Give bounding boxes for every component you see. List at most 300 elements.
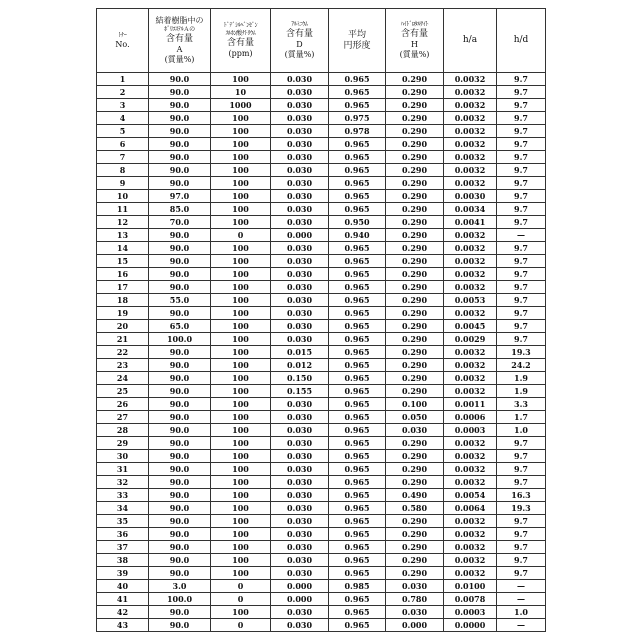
table-row	[97, 437, 546, 450]
cell-circularity: 0.965	[329, 294, 386, 307]
cell-aluminum-d: 0.030	[271, 619, 329, 632]
cell-sulfonate-ppm: 100	[211, 359, 271, 372]
cell-h-over-d: 24.2	[497, 359, 546, 372]
cell-toner-no: 27	[97, 411, 149, 424]
header-hydrotalcite-content	[386, 9, 444, 73]
table-row	[97, 307, 546, 320]
cell-circularity: 0.965	[329, 424, 386, 437]
table-row	[97, 398, 546, 411]
cell-aluminum-d: 0.030	[271, 333, 329, 346]
cell-aluminum-d: 0.030	[271, 190, 329, 203]
cell-polyester-a: 90.0	[149, 411, 211, 424]
cell-h-over-d: 9.7	[497, 73, 546, 86]
table-row	[97, 489, 546, 502]
header-aluminum-content	[271, 9, 329, 73]
cell-hydrotalcite-h: 0.290	[386, 437, 444, 450]
cell-polyester-a: 55.0	[149, 294, 211, 307]
cell-aluminum-d: 0.030	[271, 86, 329, 99]
table-row	[97, 333, 546, 346]
cell-h-over-d: 9.7	[497, 567, 546, 580]
cell-h-over-a: 0.0032	[444, 463, 497, 476]
cell-h-over-a: 0.0003	[444, 606, 497, 619]
cell-sulfonate-ppm: 100	[211, 268, 271, 281]
cell-sulfonate-ppm: 100	[211, 463, 271, 476]
cell-polyester-a: 90.0	[149, 359, 211, 372]
cell-toner-no: 19	[97, 307, 149, 320]
cell-toner-no: 8	[97, 164, 149, 177]
cell-h-over-a: 0.0032	[444, 450, 497, 463]
cell-h-over-d: 1.7	[497, 411, 546, 424]
cell-hydrotalcite-h: 0.290	[386, 112, 444, 125]
cell-h-over-d: —	[497, 229, 546, 242]
cell-aluminum-d: 0.030	[271, 151, 329, 164]
cell-sulfonate-ppm: 100	[211, 372, 271, 385]
cell-polyester-a: 90.0	[149, 138, 211, 151]
cell-hydrotalcite-h: 0.490	[386, 489, 444, 502]
cell-h-over-d: 9.7	[497, 255, 546, 268]
cell-h-over-a: 0.0041	[444, 216, 497, 229]
cell-hydrotalcite-h: 0.290	[386, 554, 444, 567]
header-line: 含有量	[211, 38, 270, 49]
cell-h-over-d: 9.7	[497, 177, 546, 190]
cell-polyester-a: 90.0	[149, 268, 211, 281]
cell-hydrotalcite-h: 0.290	[386, 515, 444, 528]
cell-sulfonate-ppm: 10	[211, 86, 271, 99]
cell-h-over-d: 1.9	[497, 385, 546, 398]
cell-hydrotalcite-h: 0.290	[386, 320, 444, 333]
cell-aluminum-d: 0.030	[271, 567, 329, 580]
cell-h-over-d: 9.7	[497, 151, 546, 164]
cell-hydrotalcite-h: 0.290	[386, 86, 444, 99]
cell-circularity: 0.965	[329, 554, 386, 567]
cell-toner-no: 2	[97, 86, 149, 99]
cell-sulfonate-ppm: 100	[211, 333, 271, 346]
cell-sulfonate-ppm: 100	[211, 307, 271, 320]
cell-h-over-a: 0.0032	[444, 229, 497, 242]
cell-polyester-a: 90.0	[149, 86, 211, 99]
cell-sulfonate-ppm: 0	[211, 619, 271, 632]
table-row	[97, 528, 546, 541]
cell-polyester-a: 97.0	[149, 190, 211, 203]
cell-h-over-d: 19.3	[497, 502, 546, 515]
cell-aluminum-d: 0.030	[271, 125, 329, 138]
cell-h-over-d: 9.7	[497, 112, 546, 125]
cell-h-over-a: 0.0032	[444, 138, 497, 151]
cell-polyester-a: 90.0	[149, 385, 211, 398]
cell-polyester-a: 90.0	[149, 554, 211, 567]
cell-aluminum-d: 0.030	[271, 437, 329, 450]
header-line: (質量%)	[271, 50, 328, 60]
cell-hydrotalcite-h: 0.290	[386, 190, 444, 203]
cell-sulfonate-ppm: 100	[211, 398, 271, 411]
cell-polyester-a: 90.0	[149, 489, 211, 502]
table-row	[97, 320, 546, 333]
cell-sulfonate-ppm: 100	[211, 281, 271, 294]
table-row	[97, 346, 546, 359]
cell-sulfonate-ppm: 1000	[211, 99, 271, 112]
cell-toner-no: 39	[97, 567, 149, 580]
cell-sulfonate-ppm: 100	[211, 450, 271, 463]
cell-circularity: 0.965	[329, 151, 386, 164]
cell-h-over-d: 9.7	[497, 86, 546, 99]
cell-hydrotalcite-h: 0.030	[386, 580, 444, 593]
cell-h-over-a: 0.0078	[444, 593, 497, 606]
cell-h-over-d: 9.7	[497, 515, 546, 528]
table-row	[97, 359, 546, 372]
cell-h-over-a: 0.0003	[444, 424, 497, 437]
cell-hydrotalcite-h: 0.290	[386, 177, 444, 190]
cell-h-over-d: 9.7	[497, 294, 546, 307]
cell-polyester-a: 100.0	[149, 333, 211, 346]
cell-polyester-a: 90.0	[149, 125, 211, 138]
cell-h-over-a: 0.0032	[444, 177, 497, 190]
cell-h-over-a: 0.0029	[444, 333, 497, 346]
table-row	[97, 502, 546, 515]
table-row	[97, 606, 546, 619]
table-row	[97, 476, 546, 489]
header-sodium-dodecylbenzenesulfonate-content	[211, 9, 271, 73]
cell-sulfonate-ppm: 100	[211, 255, 271, 268]
cell-hydrotalcite-h: 0.290	[386, 476, 444, 489]
cell-aluminum-d: 0.030	[271, 606, 329, 619]
header-line: H	[386, 40, 443, 50]
cell-aluminum-d: 0.030	[271, 411, 329, 424]
cell-h-over-d: 9.7	[497, 320, 546, 333]
cell-hydrotalcite-h: 0.030	[386, 606, 444, 619]
cell-h-over-d: 9.7	[497, 268, 546, 281]
cell-aluminum-d: 0.000	[271, 580, 329, 593]
cell-polyester-a: 90.0	[149, 177, 211, 190]
table-row	[97, 385, 546, 398]
cell-circularity: 0.965	[329, 203, 386, 216]
header-line: 円形度	[329, 41, 385, 52]
cell-circularity: 0.965	[329, 450, 386, 463]
cell-hydrotalcite-h: 0.290	[386, 541, 444, 554]
cell-sulfonate-ppm: 100	[211, 216, 271, 229]
header-line: No.	[97, 40, 148, 50]
cell-hydrotalcite-h: 0.780	[386, 593, 444, 606]
cell-toner-no: 20	[97, 320, 149, 333]
cell-aluminum-d: 0.030	[271, 424, 329, 437]
cell-toner-no: 6	[97, 138, 149, 151]
cell-aluminum-d: 0.030	[271, 99, 329, 112]
cell-h-over-d: 9.7	[497, 242, 546, 255]
cell-circularity: 0.965	[329, 86, 386, 99]
cell-sulfonate-ppm: 100	[211, 606, 271, 619]
cell-toner-no: 13	[97, 229, 149, 242]
cell-h-over-d: 1.0	[497, 424, 546, 437]
cell-aluminum-d: 0.000	[271, 229, 329, 242]
cell-aluminum-d: 0.150	[271, 372, 329, 385]
cell-hydrotalcite-h: 0.290	[386, 99, 444, 112]
cell-circularity: 0.965	[329, 489, 386, 502]
cell-toner-no: 11	[97, 203, 149, 216]
header-line: 含有量	[386, 29, 443, 40]
header-h-over-a	[444, 9, 497, 73]
cell-toner-no: 38	[97, 554, 149, 567]
cell-aluminum-d: 0.030	[271, 515, 329, 528]
cell-polyester-a: 90.0	[149, 567, 211, 580]
cell-h-over-a: 0.0006	[444, 411, 497, 424]
table-row	[97, 138, 546, 151]
cell-circularity: 0.965	[329, 411, 386, 424]
cell-h-over-d: 9.7	[497, 125, 546, 138]
table-row	[97, 593, 546, 606]
cell-polyester-a: 90.0	[149, 372, 211, 385]
table-row	[97, 619, 546, 632]
header-line: ﾄﾅｰ	[97, 32, 148, 40]
cell-aluminum-d: 0.030	[271, 489, 329, 502]
cell-sulfonate-ppm: 100	[211, 242, 271, 255]
cell-hydrotalcite-h: 0.290	[386, 138, 444, 151]
cell-hydrotalcite-h: 0.290	[386, 268, 444, 281]
cell-polyester-a: 90.0	[149, 463, 211, 476]
cell-toner-no: 12	[97, 216, 149, 229]
cell-h-over-a: 0.0032	[444, 515, 497, 528]
cell-hydrotalcite-h: 0.030	[386, 424, 444, 437]
cell-aluminum-d: 0.030	[271, 294, 329, 307]
cell-h-over-a: 0.0011	[444, 398, 497, 411]
cell-circularity: 0.965	[329, 307, 386, 320]
cell-circularity: 0.965	[329, 606, 386, 619]
cell-aluminum-d: 0.012	[271, 359, 329, 372]
cell-h-over-d: 3.3	[497, 398, 546, 411]
cell-h-over-d: 19.3	[497, 346, 546, 359]
cell-circularity: 0.940	[329, 229, 386, 242]
cell-h-over-a: 0.0032	[444, 281, 497, 294]
cell-circularity: 0.975	[329, 112, 386, 125]
cell-h-over-a: 0.0032	[444, 307, 497, 320]
table-row	[97, 567, 546, 580]
cell-aluminum-d: 0.030	[271, 281, 329, 294]
cell-h-over-d: 9.7	[497, 541, 546, 554]
cell-sulfonate-ppm: 100	[211, 346, 271, 359]
cell-circularity: 0.965	[329, 372, 386, 385]
cell-polyester-a: 90.0	[149, 437, 211, 450]
cell-toner-no: 40	[97, 580, 149, 593]
cell-sulfonate-ppm: 100	[211, 437, 271, 450]
cell-h-over-a: 0.0000	[444, 619, 497, 632]
cell-h-over-a: 0.0034	[444, 203, 497, 216]
header-line: h/a	[444, 35, 496, 46]
cell-toner-no: 18	[97, 294, 149, 307]
table-row	[97, 554, 546, 567]
cell-aluminum-d: 0.030	[271, 255, 329, 268]
cell-polyester-a: 90.0	[149, 541, 211, 554]
cell-aluminum-d: 0.030	[271, 216, 329, 229]
cell-toner-no: 26	[97, 398, 149, 411]
cell-hydrotalcite-h: 0.290	[386, 528, 444, 541]
cell-hydrotalcite-h: 0.290	[386, 255, 444, 268]
table-row	[97, 151, 546, 164]
cell-polyester-a: 90.0	[149, 151, 211, 164]
cell-h-over-d: 9.7	[497, 203, 546, 216]
header-line: ﾊｲﾄﾞﾛﾀﾙｻｲﾄ	[386, 21, 443, 29]
cell-aluminum-d: 0.030	[271, 164, 329, 177]
cell-aluminum-d: 0.030	[271, 177, 329, 190]
cell-sulfonate-ppm: 0	[211, 229, 271, 242]
cell-polyester-a: 90.0	[149, 450, 211, 463]
header-line: ﾄﾞﾃﾞｼﾙﾍﾞﾝｾﾞﾝ	[211, 22, 270, 30]
cell-h-over-a: 0.0054	[444, 489, 497, 502]
cell-circularity: 0.965	[329, 177, 386, 190]
table-row	[97, 411, 546, 424]
cell-sulfonate-ppm: 100	[211, 489, 271, 502]
cell-aluminum-d: 0.030	[271, 502, 329, 515]
cell-polyester-a: 90.0	[149, 242, 211, 255]
cell-sulfonate-ppm: 0	[211, 580, 271, 593]
table-row	[97, 541, 546, 554]
cell-circularity: 0.965	[329, 567, 386, 580]
cell-toner-no: 17	[97, 281, 149, 294]
cell-h-over-a: 0.0030	[444, 190, 497, 203]
cell-toner-no: 4	[97, 112, 149, 125]
cell-h-over-a: 0.0032	[444, 359, 497, 372]
cell-h-over-a: 0.0064	[444, 502, 497, 515]
table-header-row	[97, 9, 546, 73]
header-line: h/d	[497, 35, 545, 46]
cell-circularity: 0.965	[329, 463, 386, 476]
header-average-circularity	[329, 9, 386, 73]
table-row	[97, 268, 546, 281]
cell-h-over-a: 0.0032	[444, 268, 497, 281]
cell-circularity: 0.965	[329, 281, 386, 294]
table-row	[97, 463, 546, 476]
cell-circularity: 0.965	[329, 73, 386, 86]
cell-circularity: 0.965	[329, 593, 386, 606]
cell-aluminum-d: 0.030	[271, 307, 329, 320]
cell-toner-no: 16	[97, 268, 149, 281]
cell-toner-no: 14	[97, 242, 149, 255]
header-line: ｱﾙﾐﾆｳﾑ	[271, 21, 328, 29]
table-row	[97, 203, 546, 216]
cell-sulfonate-ppm: 100	[211, 112, 271, 125]
cell-circularity: 0.965	[329, 502, 386, 515]
cell-polyester-a: 90.0	[149, 229, 211, 242]
table-row	[97, 86, 546, 99]
cell-aluminum-d: 0.030	[271, 203, 329, 216]
cell-aluminum-d: 0.030	[271, 476, 329, 489]
cell-polyester-a: 90.0	[149, 307, 211, 320]
cell-h-over-d: 9.7	[497, 281, 546, 294]
cell-circularity: 0.965	[329, 333, 386, 346]
cell-sulfonate-ppm: 100	[211, 151, 271, 164]
cell-circularity: 0.965	[329, 515, 386, 528]
cell-sulfonate-ppm: 0	[211, 593, 271, 606]
cell-sulfonate-ppm: 100	[211, 190, 271, 203]
cell-circularity: 0.965	[329, 164, 386, 177]
header-polyester-a-content	[149, 9, 211, 73]
table-row	[97, 424, 546, 437]
cell-h-over-d: 9.7	[497, 99, 546, 112]
cell-toner-no: 23	[97, 359, 149, 372]
cell-h-over-a: 0.0032	[444, 372, 497, 385]
header-line: D	[271, 40, 328, 50]
cell-aluminum-d: 0.000	[271, 593, 329, 606]
cell-toner-no: 25	[97, 385, 149, 398]
cell-sulfonate-ppm: 100	[211, 177, 271, 190]
cell-polyester-a: 90.0	[149, 164, 211, 177]
table-row	[97, 216, 546, 229]
cell-polyester-a: 90.0	[149, 424, 211, 437]
cell-hydrotalcite-h: 0.290	[386, 567, 444, 580]
cell-h-over-d: 9.7	[497, 528, 546, 541]
cell-sulfonate-ppm: 100	[211, 320, 271, 333]
cell-sulfonate-ppm: 100	[211, 138, 271, 151]
cell-circularity: 0.978	[329, 125, 386, 138]
cell-sulfonate-ppm: 100	[211, 164, 271, 177]
cell-polyester-a: 85.0	[149, 203, 211, 216]
cell-hydrotalcite-h: 0.580	[386, 502, 444, 515]
cell-polyester-a: 90.0	[149, 398, 211, 411]
cell-polyester-a: 90.0	[149, 502, 211, 515]
table-row	[97, 255, 546, 268]
cell-h-over-a: 0.0032	[444, 346, 497, 359]
cell-sulfonate-ppm: 100	[211, 385, 271, 398]
cell-polyester-a: 90.0	[149, 346, 211, 359]
cell-aluminum-d: 0.030	[271, 112, 329, 125]
cell-hydrotalcite-h: 0.290	[386, 450, 444, 463]
cell-h-over-a: 0.0032	[444, 151, 497, 164]
cell-h-over-a: 0.0053	[444, 294, 497, 307]
header-line: ﾎﾟﾘｴｽﾃﾙＡの	[149, 26, 210, 34]
cell-toner-no: 42	[97, 606, 149, 619]
cell-h-over-a: 0.0032	[444, 528, 497, 541]
header-line: 含有量	[271, 29, 328, 40]
cell-toner-no: 10	[97, 190, 149, 203]
cell-polyester-a: 90.0	[149, 281, 211, 294]
cell-h-over-a: 0.0100	[444, 580, 497, 593]
cell-hydrotalcite-h: 0.290	[386, 307, 444, 320]
cell-circularity: 0.965	[329, 138, 386, 151]
cell-circularity: 0.965	[329, 190, 386, 203]
cell-hydrotalcite-h: 0.290	[386, 125, 444, 138]
cell-hydrotalcite-h: 0.290	[386, 463, 444, 476]
cell-aluminum-d: 0.155	[271, 385, 329, 398]
header-line: ｽﾙﾎﾝ酸ﾅﾄﾘｳﾑ	[211, 30, 270, 38]
cell-sulfonate-ppm: 100	[211, 554, 271, 567]
cell-h-over-a: 0.0032	[444, 567, 497, 580]
cell-h-over-a: 0.0032	[444, 164, 497, 177]
cell-h-over-d: 9.7	[497, 450, 546, 463]
cell-aluminum-d: 0.030	[271, 138, 329, 151]
cell-h-over-a: 0.0032	[444, 125, 497, 138]
cell-sulfonate-ppm: 100	[211, 424, 271, 437]
cell-polyester-a: 90.0	[149, 528, 211, 541]
cell-circularity: 0.965	[329, 320, 386, 333]
cell-hydrotalcite-h: 0.290	[386, 346, 444, 359]
cell-aluminum-d: 0.015	[271, 346, 329, 359]
cell-toner-no: 28	[97, 424, 149, 437]
table-row	[97, 229, 546, 242]
cell-sulfonate-ppm: 100	[211, 73, 271, 86]
cell-h-over-d: 9.7	[497, 138, 546, 151]
cell-circularity: 0.965	[329, 242, 386, 255]
cell-toner-no: 29	[97, 437, 149, 450]
cell-sulfonate-ppm: 100	[211, 411, 271, 424]
cell-aluminum-d: 0.030	[271, 450, 329, 463]
cell-aluminum-d: 0.030	[271, 242, 329, 255]
cell-sulfonate-ppm: 100	[211, 476, 271, 489]
cell-polyester-a: 90.0	[149, 619, 211, 632]
cell-toner-no: 37	[97, 541, 149, 554]
cell-h-over-a: 0.0032	[444, 476, 497, 489]
cell-aluminum-d: 0.030	[271, 320, 329, 333]
cell-toner-no: 1	[97, 73, 149, 86]
cell-toner-no: 7	[97, 151, 149, 164]
cell-h-over-d: 9.7	[497, 164, 546, 177]
cell-hydrotalcite-h: 0.290	[386, 73, 444, 86]
